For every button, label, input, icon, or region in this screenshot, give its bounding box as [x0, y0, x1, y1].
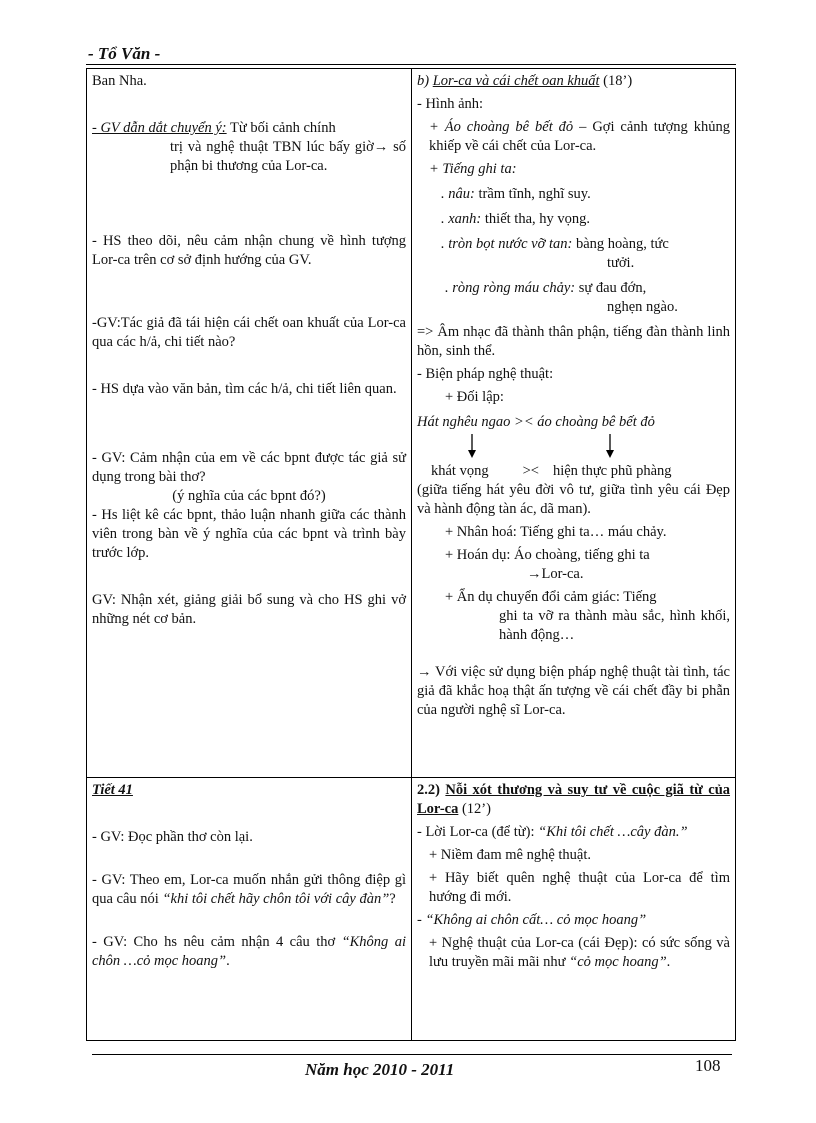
text-line: . nâu: trầm tĩnh, nghĩ suy. [441, 186, 591, 202]
text-line: Ban Nha. [92, 73, 147, 89]
text-line: -GV:Tác giả đã tái hiện cái chết oan khuất của Lor-ca qua các h/ả, chi tiết nào? [92, 315, 406, 350]
conclusion: → Với việc sử dụng biện pháp nghệ thuật tài tình, tác giả đã khắc hoạ thật ấn tượng về cái chết đầy bi phẫn của người nghệ sĩ Lor-ca. [417, 664, 730, 718]
footer-rule [92, 1054, 732, 1055]
text-line: - GV: Theo em, Lor-ca muốn nhắn gửi thông điệp gì qua câu nói “khi tôi chết hãy chôn tôi với cây đàn”? [92, 872, 406, 907]
text-line: . xanh: thiết tha, hy vọng. [441, 211, 591, 227]
text-line: - Hình ảnh: [417, 96, 484, 112]
text-line: + Niềm đam mê nghệ thuật. [429, 847, 591, 863]
page-number: 108 [695, 1056, 721, 1075]
text-line: + Nhân hoá: Tiếng ghi ta… máu chảy. [445, 524, 667, 540]
text-line: - GV: Đọc phần thơ còn lại. [92, 829, 253, 845]
text-line: => Âm nhạc đã thành thân phận, tiếng đàn thành linh hồn, sinh thể. [417, 324, 730, 359]
text-line: GV: Nhận xét, giảng giải bổ sung và cho HS ghi vở những nét cơ bản. [92, 592, 406, 627]
text-line: + Đối lập: [445, 389, 504, 405]
lesson-table [86, 68, 736, 1041]
header-rule [86, 64, 736, 65]
text-line: + Ẩn dụ chuyển đổi cảm giác: Tiếng [445, 589, 657, 605]
text-line: - GV dẫn dắt chuyển ý: Từ bối cảnh chính [92, 120, 336, 136]
contrast-arrows [417, 432, 730, 462]
page-header: - Tổ Văn - [88, 44, 161, 63]
page-footer: Năm học 2010 - 2011 [305, 1060, 455, 1079]
text-line: (giữa tiếng hát yêu đời vô tư, giữa tình yêu cái Đẹp và hành động tàn ác, dã man). [417, 482, 730, 517]
arrow-right-icon: → [527, 566, 542, 582]
table-row [87, 69, 736, 778]
arrow-right-icon: → [373, 139, 389, 155]
text-line: trị và nghệ thuật TBN lúc bấy giờ→ số phận bi thương của Lor-ca. [170, 139, 406, 174]
text-line: tưởi. [607, 255, 635, 271]
text-line: - “Không ai chôn cất… cỏ mọc hoang” [417, 912, 647, 928]
section-heading: 2.2) Nỗi xót thương và suy tư về cuộc giã từ của Lor-ca (12’) [417, 782, 731, 817]
text-line: - Lời Lor-ca (để từ): “Khi tôi chết …cây đàn.” [417, 824, 688, 840]
section-heading: b) Lor-ca và cái chết oan khuất (18’) [417, 73, 633, 89]
down-arrows-icon [417, 432, 717, 462]
text-line: + Hãy biết quên nghệ thuật của Lor-ca để tìm hướng đi mới. [429, 870, 730, 905]
arrow-right-icon: → [417, 664, 432, 680]
text-line: - Hs liệt kê các bpnt, thảo luận nhanh giữa các thành viên trong bàn về ý nghĩa của các bpnt và trình bày trước lớp. [92, 507, 406, 561]
text-line: - HS dựa vào văn bản, tìm các h/ả, chi tiết liên quan. [92, 381, 397, 397]
text-line: (ý nghĩa của các bpnt đó?) [172, 488, 326, 504]
text-line: khát vọng >< hiện thực phũ phàng [431, 463, 672, 479]
lesson-period: Tiết 41 [92, 782, 133, 798]
text-line: + Tiếng ghi ta: [429, 161, 517, 177]
text-line: - HS theo dõi, nêu cảm nhận chung về hình tượng Lor-ca trên cơ sở định hướng của GV. [92, 233, 406, 268]
text-line: + Áo choàng bê bết đỏ – Gợi cảnh tượng khủng khiếp về cái chết của Lor-ca. [429, 119, 730, 154]
text-line: + Nghệ thuật của Lor-ca (cái Đẹp): có sức sống và lưu truyền mãi mãi như “cỏ mọc hoang”. [429, 935, 730, 970]
content-cell [412, 69, 736, 778]
content-cell [412, 778, 736, 1041]
text-line: - GV: Cảm nhận của em về các bpnt được tác giả sử dụng trong bài thơ? [92, 450, 406, 485]
text-line: + Hoán dụ: Áo choàng, tiếng ghi ta [445, 547, 650, 563]
contrast-line: Hát nghêu ngao >< áo choàng bê bết đỏ [417, 414, 655, 430]
text-line: . tròn bọt nước vỡ tan: bàng hoàng, tức [441, 236, 669, 252]
text-line: →Lor-ca. [527, 566, 584, 582]
text-line: - GV: Cho hs nêu cảm nhận 4 câu thơ “Không ai chôn …cỏ mọc hoang”. [92, 934, 406, 969]
teacher-activity-cell [87, 778, 412, 1041]
teacher-activity-cell [87, 69, 412, 778]
table-row [87, 778, 736, 1041]
text-line: nghẹn ngào. [607, 299, 678, 315]
text-line: . ròng ròng máu chảy: sự đau đớn, [445, 280, 647, 296]
text-line: ghi ta vỡ ra thành màu sắc, hình khối, hành động… [499, 608, 730, 643]
text-line: - Biện pháp nghệ thuật: [417, 366, 554, 382]
